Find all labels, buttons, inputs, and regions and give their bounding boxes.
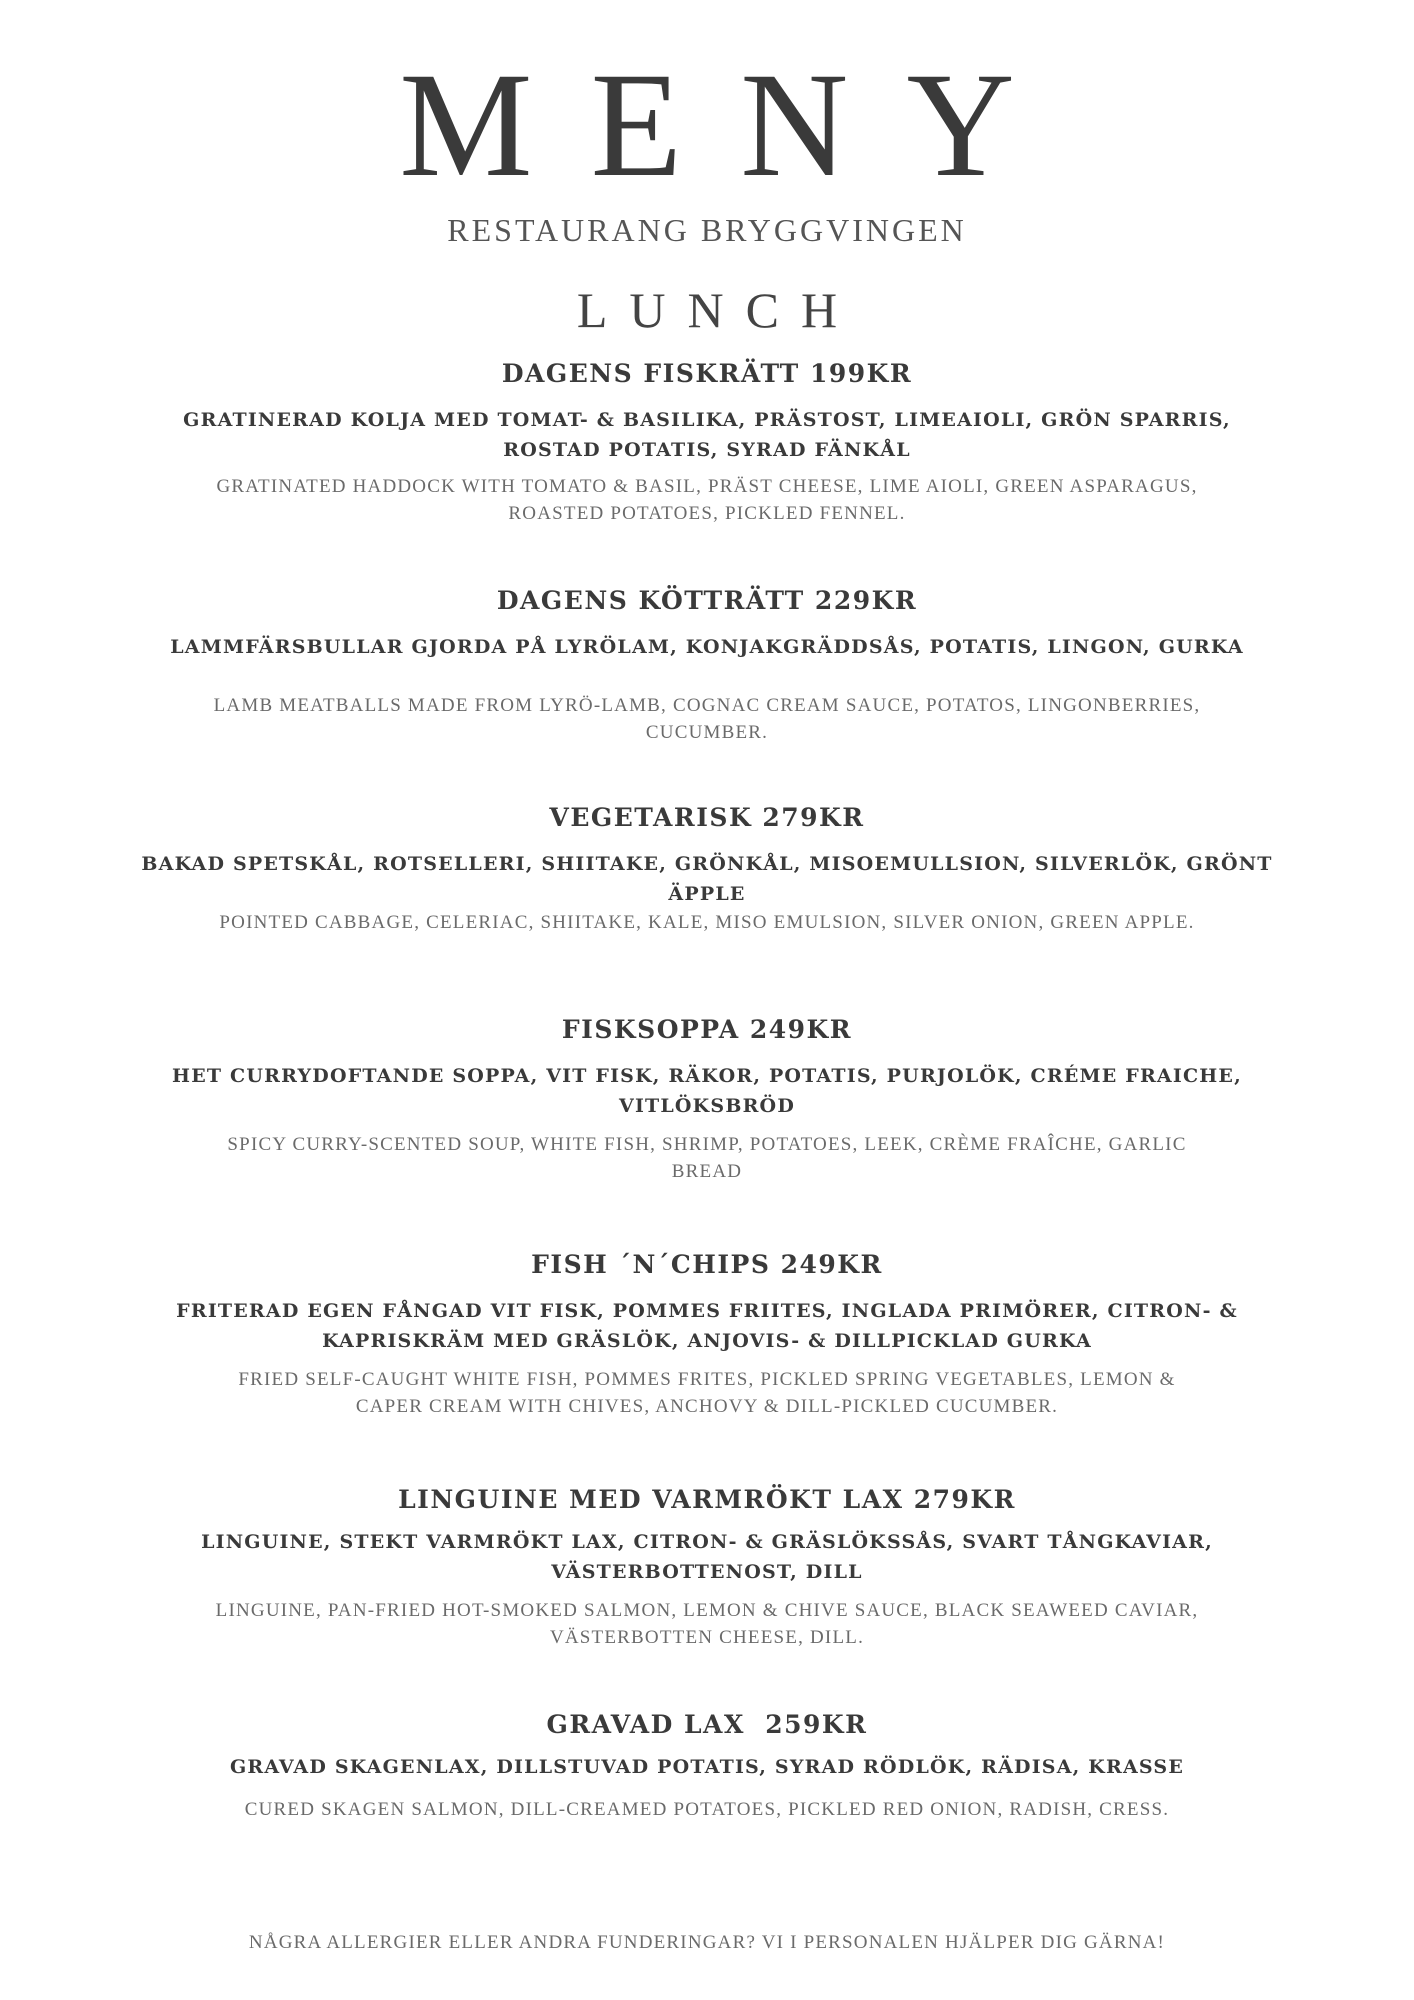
dish-description-english: CURED SKAGEN SALMON, DILL-CREAMED POTATOES, PICKLED RED ONION, RADISH, CRESS. bbox=[244, 1799, 1170, 1820]
dish-description-swedish: BAKAD SPETSKÅL, ROTSELLERI, SHIITAKE, GRÖNKÅL, MISOEMULLSION, SILVERLÖK, GRÖNT ÄPPLE bbox=[141, 853, 1273, 905]
dish-description-english: SPICY CURRY-SCENTED SOUP, WHITE FISH, SHRIMP, POTATOES, LEEK, CRÈME FRAÎCHE, GARLIC BREAD bbox=[227, 1134, 1187, 1182]
dish-name: LINGUINE MED VARMRÖKT LAX 279KR bbox=[398, 1485, 1016, 1514]
restaurant-name: RESTAURANG BRYGGVINGEN bbox=[447, 212, 967, 248]
dish-description-swedish: LAMMFÄRSBULLAR GJORDA PÅ LYRÖLAM, KONJAKGRÄDDSÅS, POTATIS, LINGON, GURKA bbox=[170, 636, 1244, 658]
dish-description-swedish: HET CURRYDOFTANDE SOPPA, VIT FISK, RÄKOR, POTATIS, PURJOLÖK, CRÉME FRAICHE, VITLÖKSBRÖD bbox=[172, 1065, 1242, 1117]
dish-linguine bbox=[0, 1483, 1414, 1651]
dish-name: VEGETARISK 279KR bbox=[549, 803, 865, 832]
dish-name: FISKSOPPA 249KR bbox=[561, 1015, 853, 1044]
dish-description-english: FRIED SELF-CAUGHT WHITE FISH, POMMES FRITES, PICKLED SPRING VEGETABLES, LEMON & CAPER CREAM WITH CHIVES, ANCHOVY & DILL-PICKLED CUCUMBER. bbox=[238, 1369, 1176, 1417]
allergy-note: NÅGRA ALLERGIER ELLER ANDRA FUNDERINGAR? VI I PERSONALEN HJÄLPER DIG GÄRNA! bbox=[248, 1932, 1166, 1953]
section-heading: LUNCH bbox=[576, 282, 860, 338]
dish-name: GRAVAD LAX 259KR bbox=[546, 1710, 868, 1739]
dish-fish-of-day bbox=[0, 357, 1414, 527]
menu-title: MENY bbox=[399, 42, 1073, 208]
dish-vegetarian bbox=[0, 801, 1414, 936]
dish-meat-of-day bbox=[0, 584, 1414, 746]
dish-name: FISH ´N´CHIPS 249KR bbox=[531, 1250, 883, 1279]
dish-fish-soup bbox=[0, 1013, 1414, 1185]
dish-description-swedish: GRAVAD SKAGENLAX, DILLSTUVAD POTATIS, SYRAD RÖDLÖK, RÄDISA, KRASSE bbox=[229, 1756, 1185, 1778]
dish-description-swedish: GRATINERAD KOLJA MED TOMAT- & BASILIKA, PRÄSTOST, LIMEAIOLI, GRÖN SPARRIS, ROSTAD POTATIS, SYRAD FÄNKÅL bbox=[183, 409, 1231, 461]
dish-description-english: LINGUINE, PAN-FRIED HOT-SMOKED SALMON, LEMON & CHIVE SAUCE, BLACK SEAWEED CAVIAR, VÄSTERBOTTEN CHEESE, DILL. bbox=[215, 1600, 1199, 1648]
dish-description-english: GRATINATED HADDOCK WITH TOMATO & BASIL, PRÄST CHEESE, LIME AIOLI, GREEN ASPARAGUS, ROASTED POTATOES, PICKLED FENNEL. bbox=[216, 476, 1198, 524]
dish-gravad-lax bbox=[0, 1708, 1414, 1823]
dish-fish-n-chips bbox=[0, 1248, 1414, 1420]
dish-description-swedish: LINGUINE, STEKT VARMRÖKT LAX, CITRON- & GRÄSLÖKSSÅS, SVART TÅNGKAVIAR, VÄSTERBOTTENOST, DILL bbox=[201, 1531, 1213, 1583]
dish-description-swedish: FRITERAD EGEN FÅNGAD VIT FISK, POMMES FRIITES, INGLADA PRIMÖRER, CITRON- & KAPRISKRÄM MED GRÄSLÖK, ANJOVIS- & DILLPICKLAD GURKA bbox=[176, 1300, 1238, 1352]
dish-description-english: POINTED CABBAGE, CELERIAC, SHIITAKE, KALE, MISO EMULSION, SILVER ONION, GREEN APPLE. bbox=[219, 912, 1195, 933]
dish-name: DAGENS FISKRÄTT 199KR bbox=[501, 359, 913, 388]
dish-name: DAGENS KÖTTRÄTT 229KR bbox=[496, 586, 918, 615]
dish-description-english: LAMB MEATBALLS MADE FROM LYRÖ-LAMB, COGNAC CREAM SAUCE, POTATOS, LINGONBERRIES, CUCUMBER. bbox=[213, 695, 1201, 743]
